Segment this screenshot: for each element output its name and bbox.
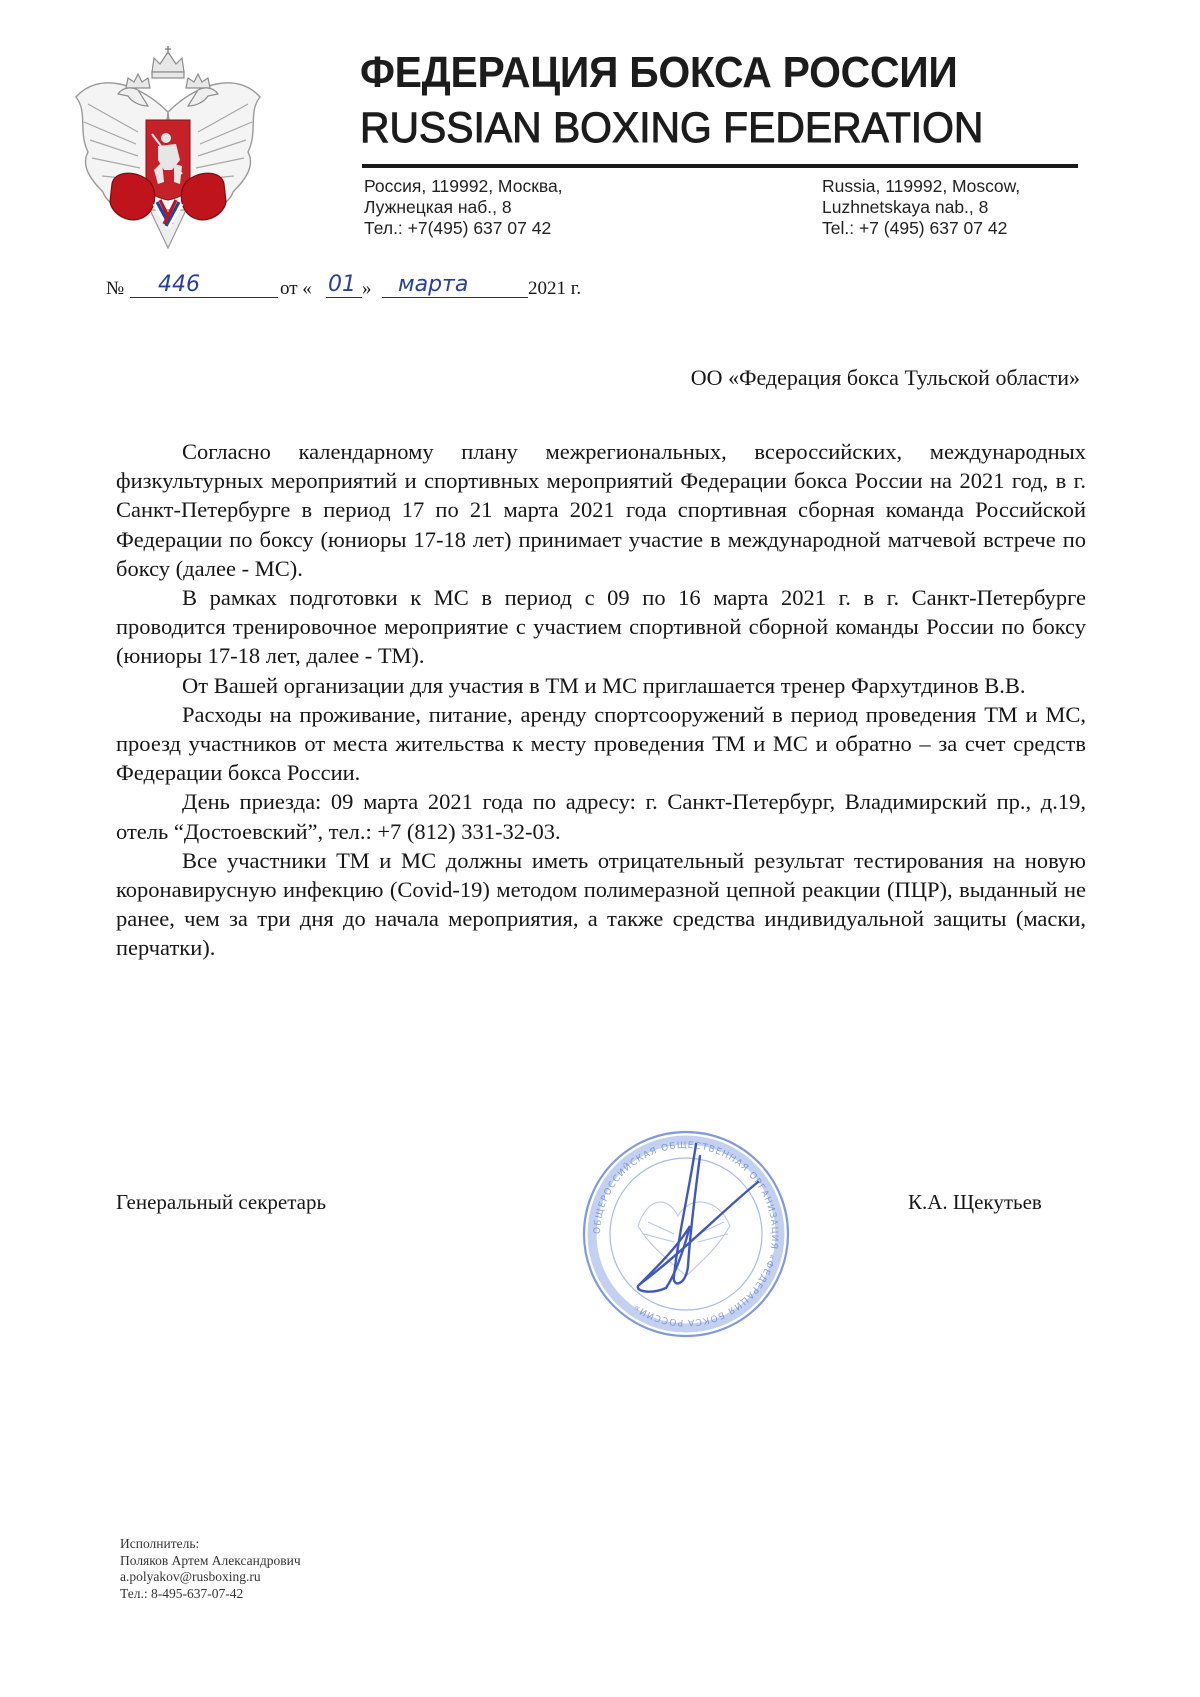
signatory-name: К.А. Щекутьев [908,1190,1042,1214]
from-label: от « [280,278,312,299]
address-en-line: Luzhnetskaya nab., 8 [822,197,989,217]
executor-email: a.polyakov@rusboxing.ru [120,1569,261,1584]
executor-phone: Тел.: 8-495-637-07-42 [120,1585,244,1601]
letterhead-title-ru: ФЕДЕРАЦИЯ БОКСА РОССИИ [360,48,958,97]
body-paragraph: День приезда: 09 марта 2021 года по адресу: г. Санкт-Петербург, Владимирский пр., д.19, отель “Достоевский”, тел.: +7 (812) 331-32-03. [116,789,1086,844]
month-underline [382,297,528,298]
federation-emblem-icon [68,42,268,254]
letterhead-divider [362,164,1078,168]
addressee: ОО «Федерация бокса Тульской области» [690,365,1080,390]
address-ru-phone: Тел.: +7(495) 637 07 42 [364,218,552,238]
executor-name: Поляков Артем Александрович [120,1552,301,1568]
letter-body [116,437,1086,963]
body-paragraph: Расходы на проживание, питание, аренду спортсооружений в период проведения ТМ и МС, проезд участников от места жительства к месту проведения ТМ и МС и обратно – за счет средств Федерации бокса России. [116,701,1086,786]
stamp-text: ОБЩЕРОССИЙСКАЯ ОБЩЕСТВЕННАЯ ОРГАНИЗАЦИЯ «ФЕДЕРАЦИЯ БОКСА РОССИИ» [592,1140,780,1328]
executor-block [120,1536,301,1602]
month-handwritten: марта [398,272,469,297]
body-paragraph: Согласно календарному плану межрегиональных, всероссийских, международных физкультурных мероприятий и спортивных мероприятий Федерации бокса России на 2021 год, в г. Санкт-Петербурге в период 17 по 21 марта 2021 года спортивная сборная команда Российской Федерации по боксу (юниоры 17-18 лет) принимает участие в международной матчевой встрече по боксу (далее - МС). [116,439,1086,581]
address-en-phone: Tel.: +7 (495) 637 07 42 [822,218,1008,238]
address-ru [364,176,563,239]
letterhead-title-en: RUSSIAN BOXING FEDERATION [360,104,984,152]
address-ru-line: Россия, 119992, Москва, [364,176,563,196]
address-en [822,176,1020,239]
body-paragraph: Все участники ТМ и МС должны иметь отрицательный результат тестирования на новую коронавирусную инфекцию (Covid-19) методом полимеразной цепной реакции (ПЦР), выданный не ранее, чем за три дня до начала мероприятия, а также средства индивидуальной защиты (маски, перчатки). [116,847,1086,961]
address-ru-line: Лужнецкая наб., 8 [364,197,512,217]
address-en-line: Russia, 119992, Moscow, [822,176,1021,196]
number-underline [130,297,278,298]
body-paragraph: От Вашей организации для участия в ТМ и МС приглашается тренер Фархутдинов В.В. [182,672,1026,698]
number-label: № [106,278,125,299]
year-label: 2021 г. [528,278,582,299]
day-handwritten: 01 [328,272,356,297]
signatory-role: Генеральный секретарь [116,1190,327,1214]
official-stamp-icon [578,1126,794,1342]
number-handwritten: 446 [158,272,200,297]
day-underline [326,297,362,298]
close-quote: » [362,278,372,299]
body-paragraph: В рамках подготовки к МС в период с 09 по 16 марта 2021 г. в г. Санкт-Петербурге проводится тренировочное мероприятие с участием спортивной сборной команды России по боксу (юниоры 17-18 лет, далее - ТМ). [116,585,1086,669]
executor-label: Исполнитель: [120,1536,200,1551]
